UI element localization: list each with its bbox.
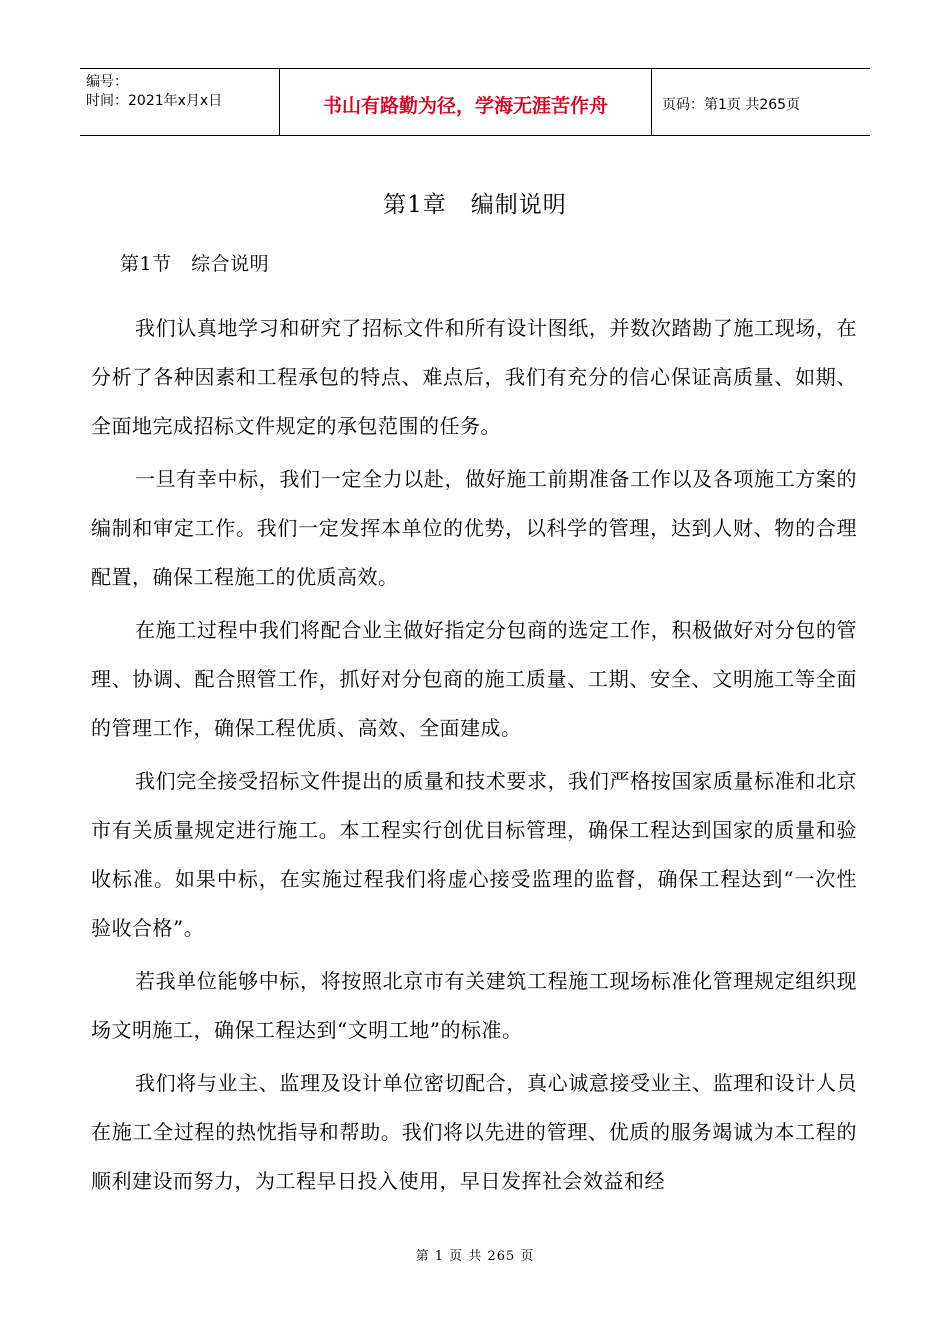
section-title: 第1节 综合说明: [120, 253, 270, 275]
body-text: [91, 304, 857, 1210]
document-number-label: 编号：: [86, 74, 128, 90]
page-header: [80, 68, 870, 136]
paragraph: 我们完全接受招标文件提出的质量和技术要求，我们严格按国家质量标准和北京市有关质量规定进行施工。本工程实行创优目标管理，确保工程达到国家的质量和验收标准。如果中标，在实施过程我们将虚心接受监理的监督，确保工程达到“一次性验收合格”。: [91, 769, 857, 940]
header-page-info: 页码：第1页 共265页: [662, 97, 801, 113]
header-motto: 书山有路勤为径，学海无涯苦作舟: [280, 69, 652, 135]
paragraph: 在施工过程中我们将配合业主做好指定分包商的选定工作，积极做好对分包的管理、协调、配合照管工作，抓好对分包商的施工质量、工期、安全、文明施工等全面的管理工作，确保工程优质、高效、全面建成。: [91, 618, 857, 740]
document-time-label: 时间：2021年x月x日: [86, 93, 223, 109]
header-meta: [80, 69, 280, 135]
paragraph: 一旦有幸中标，我们一定全力以赴，做好施工前期准备工作以及各项施工方案的编制和审定工作。我们一定发挥本单位的优势，以科学的管理，达到人财、物的合理配置，确保工程施工的优质高效。: [91, 467, 857, 589]
paragraph: 我们认真地学习和研究了招标文件和所有设计图纸，并数次踏勘了施工现场，在分析了各种因素和工程承包的特点、难点后，我们有充分的信心保证高质量、如期、全面地完成招标文件规定的承包范围的任务。: [91, 316, 857, 438]
chapter-title: 第1章 编制说明: [383, 192, 567, 218]
paragraph: 我们将与业主、监理及设计单位密切配合，真心诚意接受业主、监理和设计人员在施工全过程的热忱指导和帮助。我们将以先进的管理、优质的服务竭诚为本工程的顺利建设而努力，为工程早日投入使用，早日发挥社会效益和经: [91, 1071, 857, 1193]
paragraph: 若我单位能够中标，将按照北京市有关建筑工程施工现场标准化管理规定组织现场文明施工，确保工程达到“文明工地”的标准。: [91, 969, 857, 1042]
page-footer: 第 1 页 共 265 页: [415, 1249, 535, 1264]
